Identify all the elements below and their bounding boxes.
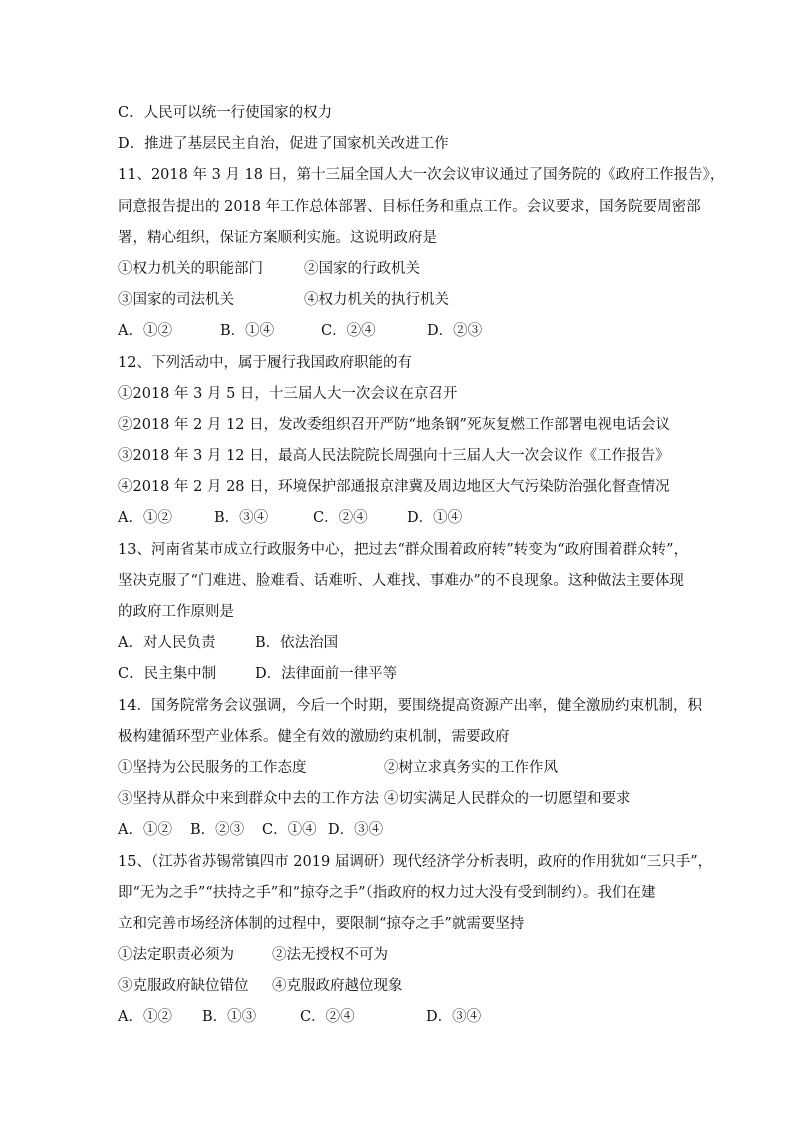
q15-answer: A．①② xyxy=(118,1009,172,1026)
q11-answer: B．①④ xyxy=(220,323,275,340)
q11-stem-line: 署，精心组织，保证方案顺利实施。这说明政府是 xyxy=(118,229,437,246)
q12-option: ②2018 年 2 月 12 日，发改委组织召开严防“地条钢”死灰复燃工作部署电视电话会议 xyxy=(118,416,670,433)
q15-answer: B．①③ xyxy=(202,1009,257,1026)
q14-stem-line: 极构建循环型产业体系。健全有效的激励约束机制，需要政府 xyxy=(118,728,510,745)
q11-option: ③国家的司法机关 xyxy=(118,292,234,309)
q15-option-row xyxy=(118,940,688,971)
q14-option-row xyxy=(118,753,688,784)
q14-option: ④切实满足人民群众的一切愿望和要求 xyxy=(384,791,631,808)
option-line-c: C．人民可以统一行使国家的权力 xyxy=(118,105,333,121)
question-block xyxy=(118,98,725,1034)
q15-option: ①法定职责必须为 xyxy=(118,947,234,964)
q14-option-row xyxy=(118,784,688,815)
q15-option-row xyxy=(118,971,688,1002)
q13-option: C．民主集中制 xyxy=(118,666,217,683)
q14-answer: D．③④ xyxy=(328,822,384,839)
q14-option: ③坚持从群众中来到群众中去的工作方法 xyxy=(118,791,379,808)
q11-option-row xyxy=(118,254,688,285)
q12-answer: D．①④ xyxy=(407,510,463,527)
q13-option: A．对人民负责 xyxy=(118,635,216,652)
q12-option: ①2018 年 3 月 5 日，十三届人大一次会议在京召开 xyxy=(118,385,458,402)
q15-answer: D．③④ xyxy=(426,1009,482,1026)
q14-stem-line: 14．国务院常务会议强调，今后一个时期，要围绕提高资源产出率，健全激励约束机制，积 xyxy=(118,697,702,714)
q15-option: ②法无授权不可为 xyxy=(272,947,388,964)
q13-option: D．法律面前一律平等 xyxy=(255,666,398,683)
q12-option: ③2018 年 3 月 12 日，最高人民法院院长周强向十三届人大一次会议作《工作报告》 xyxy=(118,448,670,465)
q13-stem-line: 13、河南省某市成立行政服务中心，把过去“群众围着政府转”转变为“政府围着群众转”， xyxy=(118,541,689,558)
q15-stem-line: 15、（江苏省苏锡常镇四市 2019 届调研）现代经济学分析表明，政府的作用犹如“三只手”， xyxy=(118,853,713,870)
q12-answer: C．②④ xyxy=(313,510,368,527)
q12-stem-line: 12、下列活动中，属于履行我国政府职能的有 xyxy=(118,354,412,371)
q13-option-row xyxy=(118,659,688,690)
q11-answer-row xyxy=(118,316,688,347)
q11-option: ①权力机关的职能部门 xyxy=(118,260,263,277)
q12-answer: A．①② xyxy=(118,510,172,527)
q14-option: ①坚持为公民服务的工作态度 xyxy=(118,759,307,776)
q14-answer: A．①② xyxy=(118,822,172,839)
q11-stem-line: 11、2018 年 3 月 18 日，第十三届全国人大一次会议审议通过了国务院的《政府工作报告》， xyxy=(118,167,725,184)
q12-answer-row xyxy=(118,503,688,534)
q14-option: ②树立求真务实的工作作风 xyxy=(384,759,558,776)
q13-option: B．依法治国 xyxy=(255,635,339,652)
q15-option: ③克服政府缺位错位 xyxy=(118,978,249,995)
q12-answer: B．③④ xyxy=(214,510,269,527)
q13-option-row xyxy=(118,628,688,659)
q15-stem-line: 立和完善市场经济体制的过程中，要限制“掠夺之手”就需要坚持 xyxy=(118,915,525,932)
q11-option: ②国家的行政机关 xyxy=(304,260,420,277)
q13-stem-line: 坚决克服了“门难进、脸难看、话难听、人难找、事难办”的不良现象。这种做法主要体现 xyxy=(118,572,684,589)
q11-answer: A．①② xyxy=(118,323,172,340)
q15-answer: C．②④ xyxy=(300,1009,355,1026)
q15-option: ④克服政府越位现象 xyxy=(272,978,403,995)
q15-stem-line: 即“无为之手”“扶持之手”和“掠夺之手”（指政府的权力过大没有受到制约）。我们在建 xyxy=(118,884,656,901)
q11-option: ④权力机关的执行机关 xyxy=(304,292,449,309)
q11-stem-line: 同意报告提出的 2018 年工作总体部署、目标任务和重点工作。会议要求，国务院要周密部 xyxy=(118,198,701,215)
option-line-d: D．推进了基层民主自治，促进了国家机关改进工作 xyxy=(118,136,449,153)
q14-answer: B．②③ xyxy=(190,822,245,839)
q13-stem-line: 的政府工作原则是 xyxy=(118,604,234,620)
q11-answer: D．②③ xyxy=(427,323,483,340)
q14-answer: C．①④ xyxy=(262,822,317,839)
q12-option: ④2018 年 2 月 28 日，环境保护部通报京津冀及周边地区大气污染防治强化督查情况 xyxy=(118,479,670,496)
q14-answer-row xyxy=(118,815,688,846)
q11-answer: C．②④ xyxy=(321,323,376,340)
q11-option-row xyxy=(118,285,688,316)
q15-answer-row xyxy=(118,1002,688,1033)
